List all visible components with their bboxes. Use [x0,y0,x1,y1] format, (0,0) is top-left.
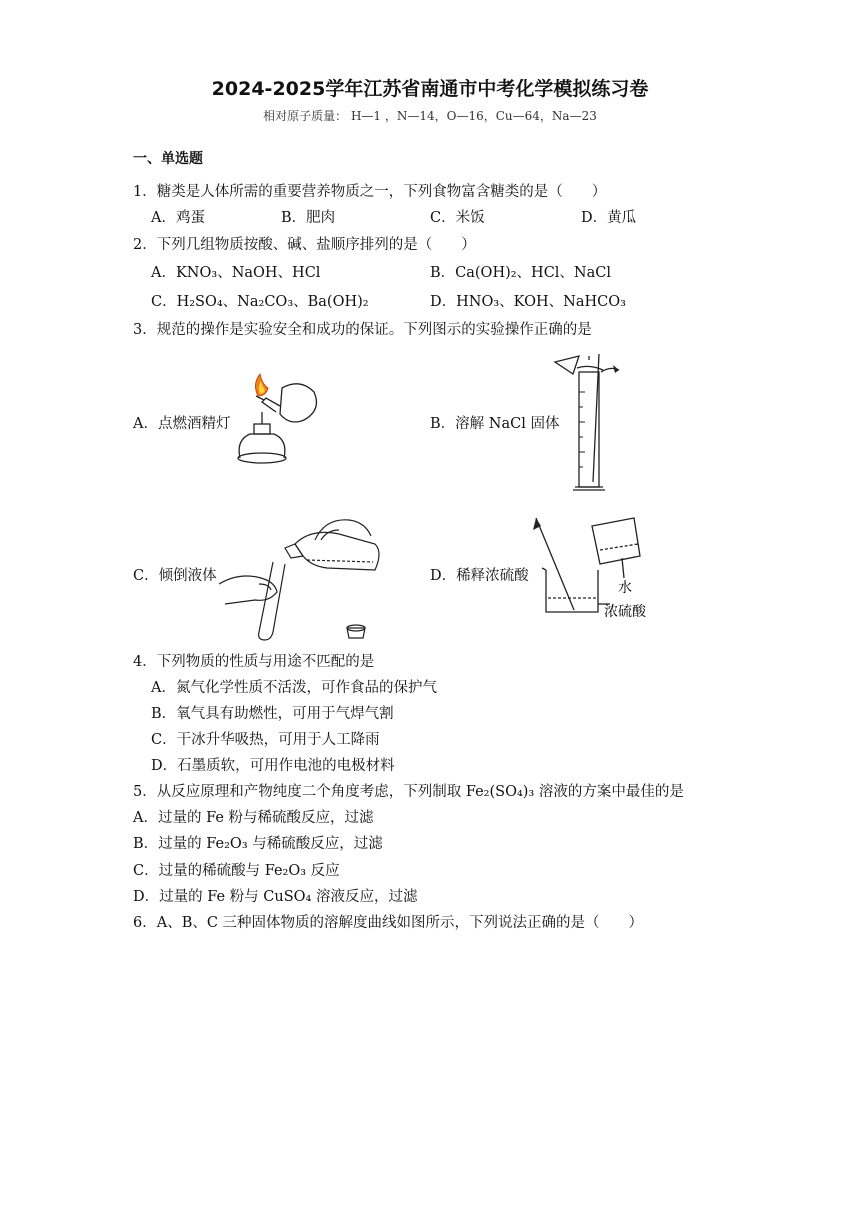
q3-option-c: C．倾倒液体 [133,568,217,584]
q3-option-b: B．溶解 NaCl 固体 [430,416,560,432]
q3-option-a: A．点燃酒精灯 [133,416,231,432]
section-heading: 一、单选题 [133,151,203,167]
q2-option-d: D．HNO₃、KOH、NaHCO₃ [430,294,626,310]
q4-option-a: A．氮气化学性质不活泼，可作食品的保护气 [151,680,437,696]
q5-stem: 5．从反应原理和产物纯度二个角度考虑，下列制取 Fe₂(SO₄)₃ 溶液的方案中最佳的是 [133,784,684,800]
q5-option-c: C．过量的稀硫酸与 Fe₂O₃ 反应 [133,863,340,879]
water-label: 水 [618,580,632,596]
q2-option-c: C．H₂SO₄、Na₂CO₃、Ba(OH)₂ [151,294,369,310]
q5-option-d: D．过量的 Fe 粉与 CuSO₄ 溶液反应，过滤 [133,889,418,905]
pouring-liquid-figure [215,500,390,645]
q4-option-c: C．干冰升华吸热，可用于人工降雨 [151,732,380,748]
q1-option-a: A．鸡蛋 [151,210,205,226]
q1-option-c: C．米饭 [430,210,485,226]
q2-option-a: A．KNO₃、NaOH、HCl [151,265,321,281]
q2-option-b: B．Ca(OH)₂、HCl、NaCl [430,265,611,281]
q4-stem: 4．下列物质的性质与用途不匹配的是 [133,654,375,670]
q1-option-d: D．黄瓜 [581,210,637,226]
q5-option-a: A．过量的 Fe 粉与稀硫酸反应，过滤 [133,810,374,826]
q3-option-d: D．稀释浓硫酸 [430,568,529,584]
q1-option-b: B．肥肉 [281,210,336,226]
dilute-acid-figure [530,512,660,624]
q1-stem: 1．糖类是人体所需的重要营养物质之一，下列食物富含糖类的是（ ） [133,184,607,200]
alcohol-lamp-figure [226,370,326,470]
page-title: 2024-2025学年江苏省南通市中考化学模拟练习卷 [211,78,649,100]
relative-atomic-mass: 相对原子质量： H—1 ，N—14，O—16，Cu—64，Na—23 [263,109,597,123]
q3-stem: 3．规范的操作是实验安全和成功的保证。下列图示的实验操作正确的是 [133,322,592,338]
q4-option-d: D．石墨质软，可用作电池的电极材料 [151,758,395,774]
q4-option-b: B．氧气具有助燃性，可用于气焊气割 [151,706,394,722]
q5-option-b: B．过量的 Fe₂O₃ 与稀硫酸反应，过滤 [133,836,383,852]
q6-stem: 6．A、B、C 三种固体物质的溶解度曲线如图所示，下列说法正确的是（ ） [133,915,644,931]
graduated-cylinder-figure [553,352,633,497]
q2-stem: 2．下列几组物质按酸、碱、盐顺序排列的是（ ） [133,237,476,253]
acid-label: 浓硫酸 [604,604,646,620]
